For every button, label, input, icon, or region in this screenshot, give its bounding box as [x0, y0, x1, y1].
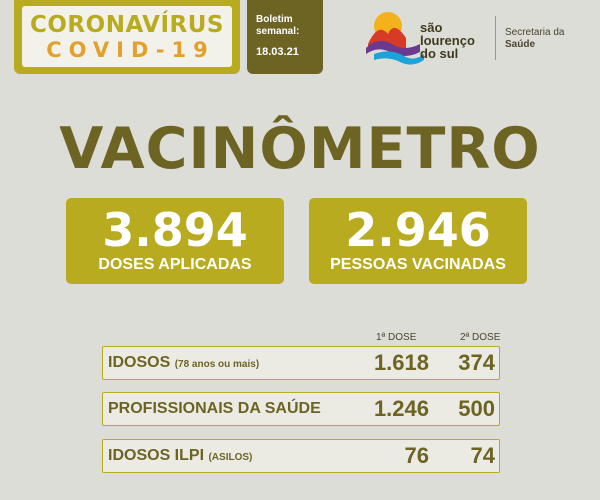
badge-coronavirus-text: CORONAVÍRUS [30, 11, 224, 38]
table-row [102, 346, 500, 380]
logo-text [420, 21, 496, 60]
logo-divider [495, 16, 496, 60]
stat-value: 3.894 [102, 203, 248, 257]
row-label-note: (78 anos ou mais) [174, 359, 260, 370]
logo-line1: são lourenço [420, 20, 475, 48]
stat-people-vaccinated [309, 198, 527, 284]
logo-line2: do sul [420, 46, 459, 61]
stat-value: 2.946 [345, 203, 491, 257]
row-dose2-value: 500 [458, 396, 495, 421]
stat-label: PESSOAS VACINADAS [330, 256, 506, 273]
row-dose2-value: 74 [470, 443, 495, 468]
row-label-main: PROFISSIONAIS DA SAÚDE [108, 400, 321, 417]
row-dose1-value: 1.618 [373, 350, 429, 375]
row-label-note: (ASILOS) [208, 452, 253, 463]
row-label [108, 347, 259, 381]
badge-covid-text: COVID-19 [46, 37, 215, 62]
stat-doses-applied [66, 198, 284, 284]
covid-badge [14, 0, 240, 74]
row-label [108, 393, 321, 427]
table-row [102, 439, 500, 473]
bulletin-label: Boletim semanal: [256, 14, 300, 37]
row-label-main: IDOSOS [108, 354, 171, 371]
bulletin-box [247, 0, 323, 74]
covid-badge-inner [22, 6, 232, 67]
row-label [108, 440, 252, 474]
stat-label: DOSES APLICADAS [98, 256, 252, 273]
bulletin-date: 18.03.21 [256, 46, 299, 58]
city-logo-icon [364, 8, 424, 68]
page-title: VACINÔMETRO [59, 116, 541, 182]
secretaria-line1: Secretaria da [505, 27, 565, 38]
row-dose1-value: 76 [404, 443, 429, 468]
city-logo [364, 8, 496, 68]
row-label-main: IDOSOS ILPI [108, 447, 205, 464]
row-dose2-value: 374 [458, 350, 495, 375]
secretaria-line2: Saúde [505, 39, 536, 50]
row-dose1-value: 1.246 [373, 396, 429, 421]
secretaria-text [505, 27, 564, 51]
dose1-header: 1ª DOSE [376, 332, 417, 343]
table-row [102, 392, 500, 426]
dose2-header: 2ª DOSE [460, 332, 501, 343]
